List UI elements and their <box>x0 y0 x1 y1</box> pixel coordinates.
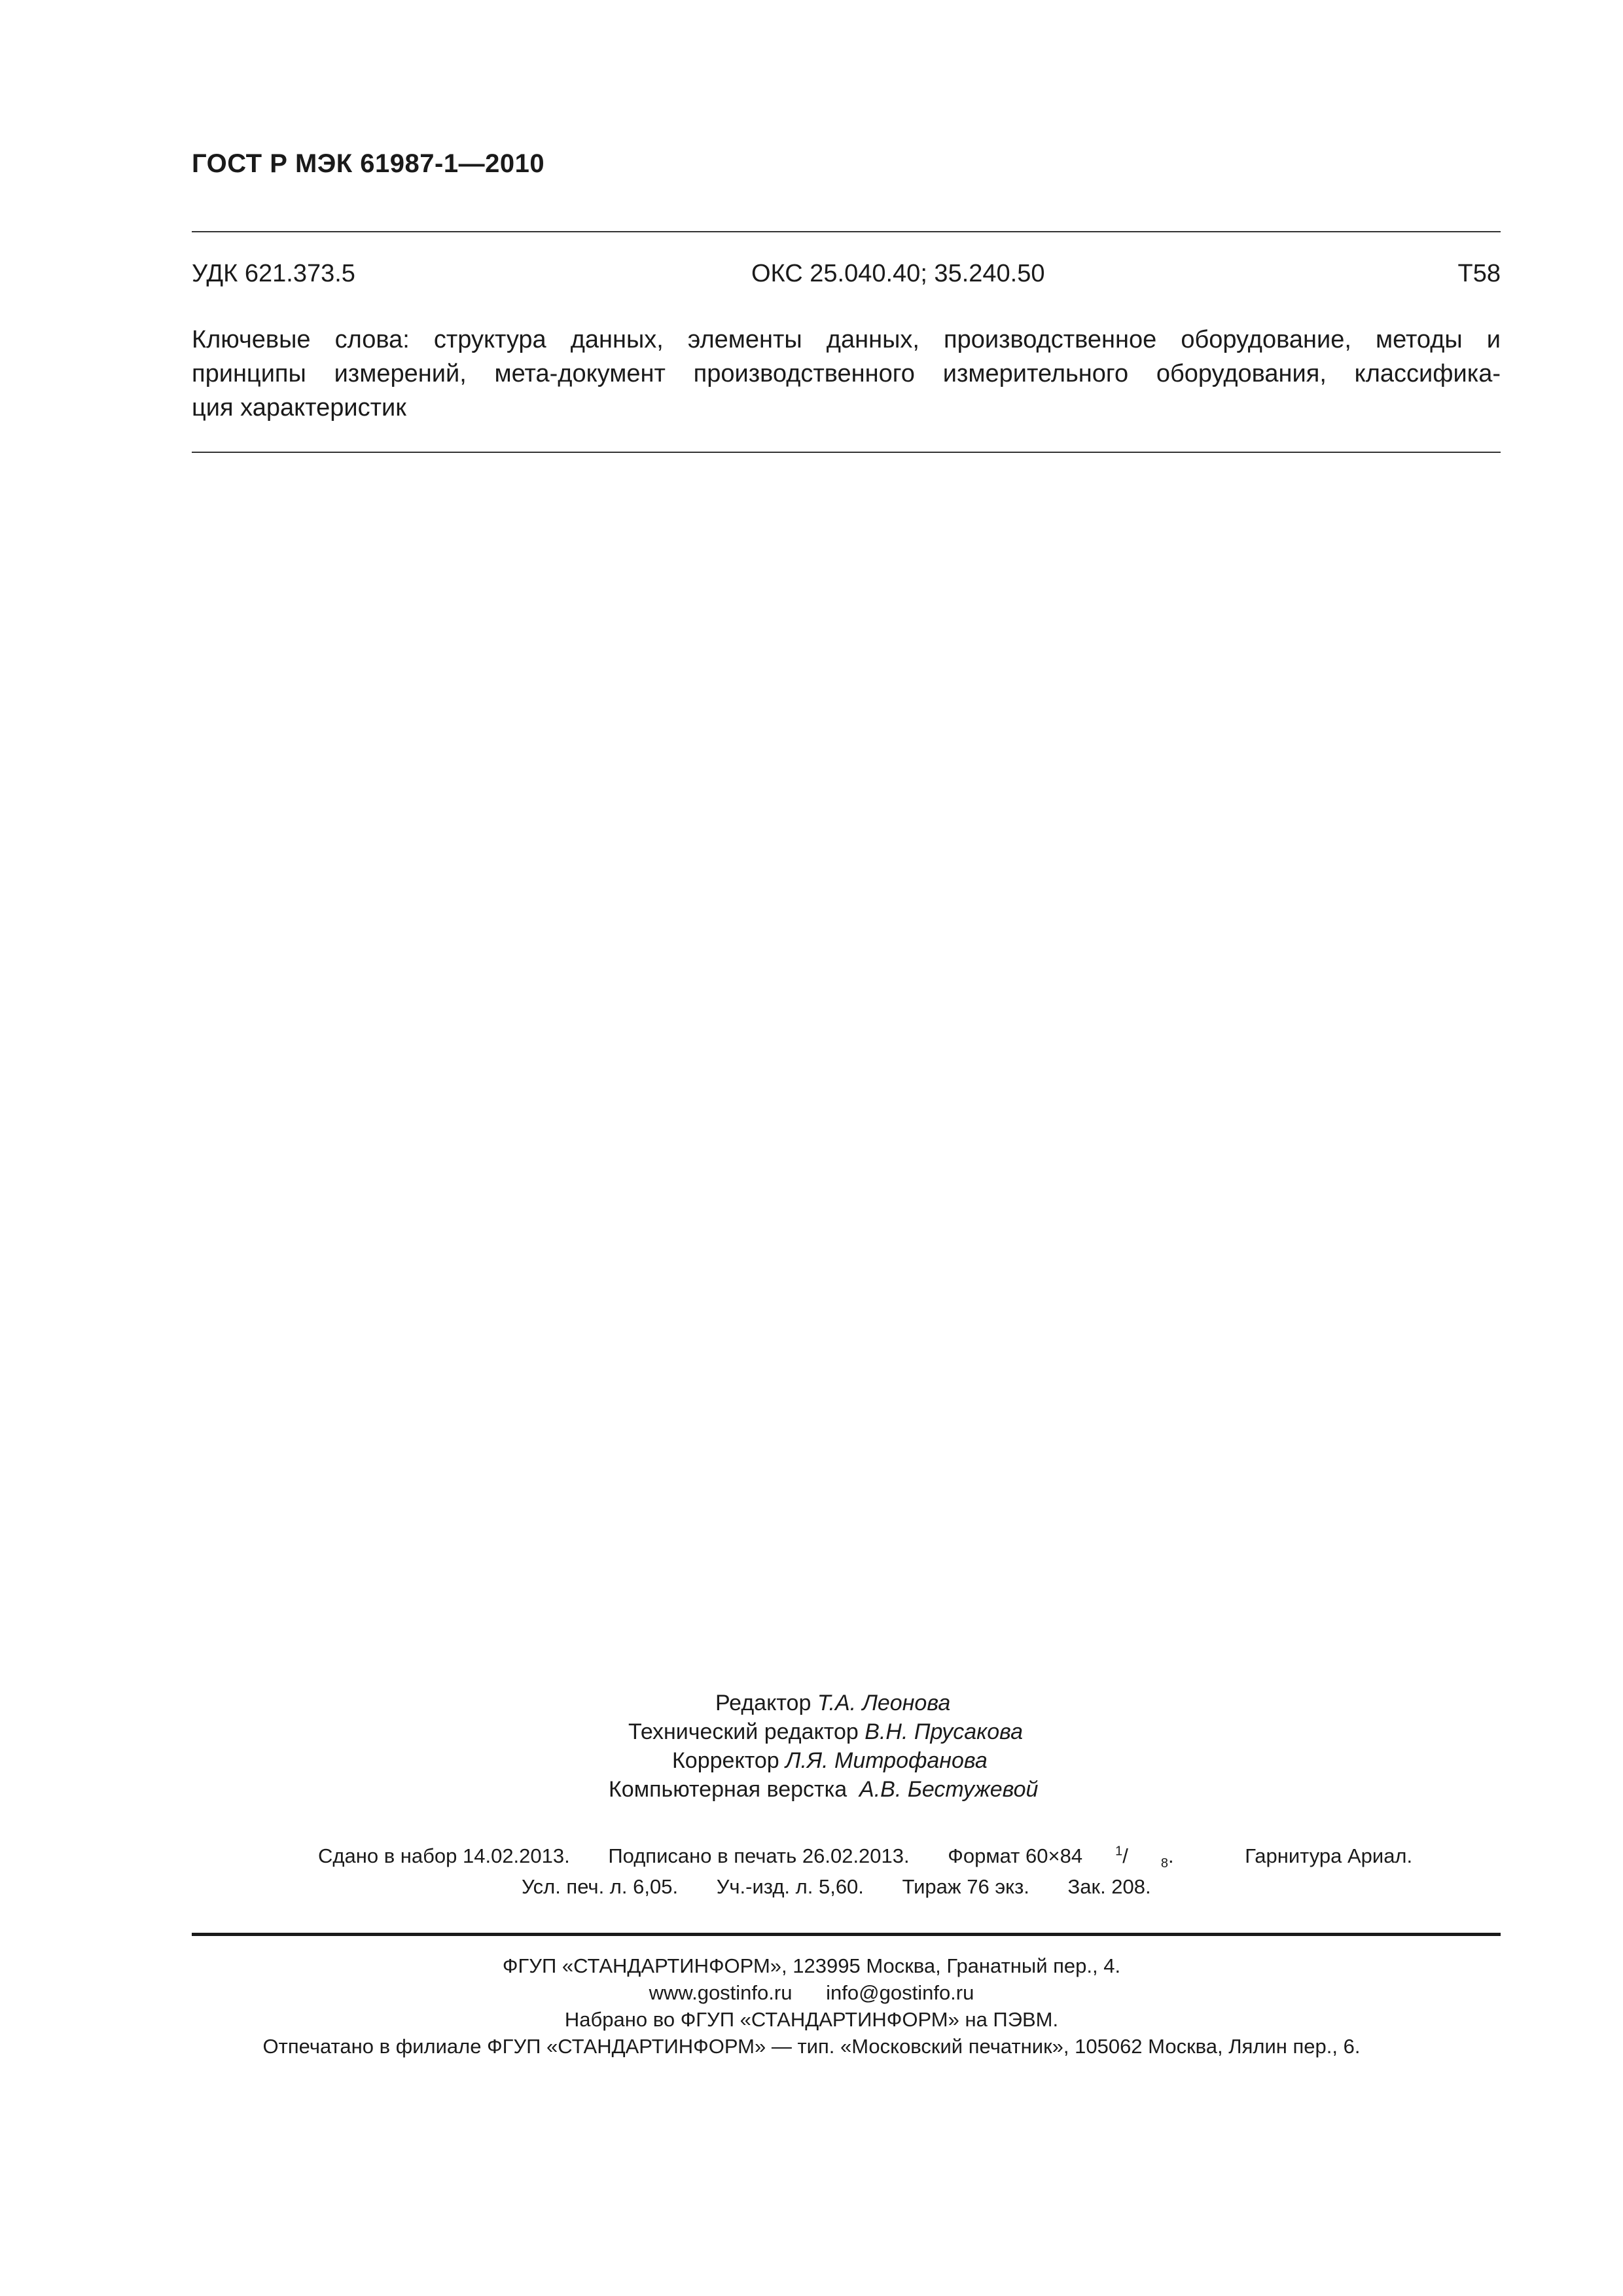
layout-label: Компьютерная верстка <box>609 1777 847 1802</box>
keywords-divider <box>192 452 1501 453</box>
publishing-line-1 <box>318 1844 1445 1872</box>
bottom-divider <box>192 1933 1501 1936</box>
oks-code: ОКС 25.040.40; 35.240.50 <box>751 260 1045 287</box>
tech-editor-name: В.Н. Прусакова <box>865 1719 1024 1744</box>
format-prefix: Формат 60×84 <box>948 1844 1083 1868</box>
keywords-line: Ключевые слова: структура данных, элементы данных, производственное оборудование, методы и <box>192 326 1501 353</box>
standard-id: ГОСТ Р МЭК 61987-1—2010 <box>192 149 545 178</box>
keywords-line: принципы измерений, мета-документ производственного измерительного оборудования, классифика- <box>192 360 1501 387</box>
format-info <box>948 1844 1206 1871</box>
classification-row <box>192 260 1501 296</box>
usl-sheets: Усл. печ. л. 6,05. <box>522 1875 679 1898</box>
udk-code: УДК 621.373.5 <box>192 260 355 287</box>
format-denominator: 8 <box>1160 1856 1168 1871</box>
printing-note: Отпечатано в филиале ФГУП «СТАНДАРТИНФОРМ» — тип. «Московский печатник», 105062 Москва, Лялин пер., 6. <box>262 2035 1361 2058</box>
signed-date: Подписано в печать 26.02.2013. <box>608 1844 910 1868</box>
publisher-contacts <box>0 1979 1623 2006</box>
format-suffix: . <box>1168 1844 1174 1868</box>
order-number: Зак. 208. <box>1067 1875 1151 1898</box>
format-slash: / <box>1122 1844 1128 1868</box>
editor-credit <box>715 1689 950 1717</box>
editor-name: Т.А. Леонова <box>817 1691 951 1715</box>
email-link[interactable]: info@gostinfo.ru <box>826 1981 974 2004</box>
tirage: Тираж 76 экз. <box>902 1875 1029 1898</box>
top-divider <box>192 231 1501 232</box>
tech-editor-label: Технический редактор <box>628 1719 859 1744</box>
imprint-footer <box>0 1952 1623 2060</box>
corrector-name: Л.Я. Митрофанова <box>785 1748 988 1773</box>
website-link[interactable]: www.gostinfo.ru <box>649 1981 793 2004</box>
format-numerator: 1 <box>1115 1844 1123 1859</box>
group-code: Т58 <box>1457 260 1501 287</box>
editor-label: Редактор <box>715 1691 812 1715</box>
publisher-address: ФГУП «СТАНДАРТИНФОРМ», 123995 Москва, Гранатный пер., 4. <box>502 1954 1121 1977</box>
typeset-note: Набрано во ФГУП «СТАНДАРТИНФОРМ» на ПЭВМ. <box>564 2008 1059 2031</box>
keywords-paragraph <box>192 323 1501 425</box>
tech-editor-credit <box>628 1717 1023 1746</box>
layout-credit <box>609 1775 1038 1804</box>
sent-date: Сдано в набор 14.02.2013. <box>318 1844 570 1868</box>
layout-name: А.В. Бестужевой <box>859 1777 1039 1802</box>
corrector-credit <box>672 1746 988 1775</box>
typeface-info: Гарнитура Ариал. <box>1245 1844 1413 1868</box>
corrector-label: Корректор <box>672 1748 779 1773</box>
keywords-line: ция характеристик <box>192 394 406 422</box>
publishing-line-2 <box>522 1875 1184 1899</box>
uch-sheets: Уч.-изд. л. 5,60. <box>716 1875 864 1898</box>
